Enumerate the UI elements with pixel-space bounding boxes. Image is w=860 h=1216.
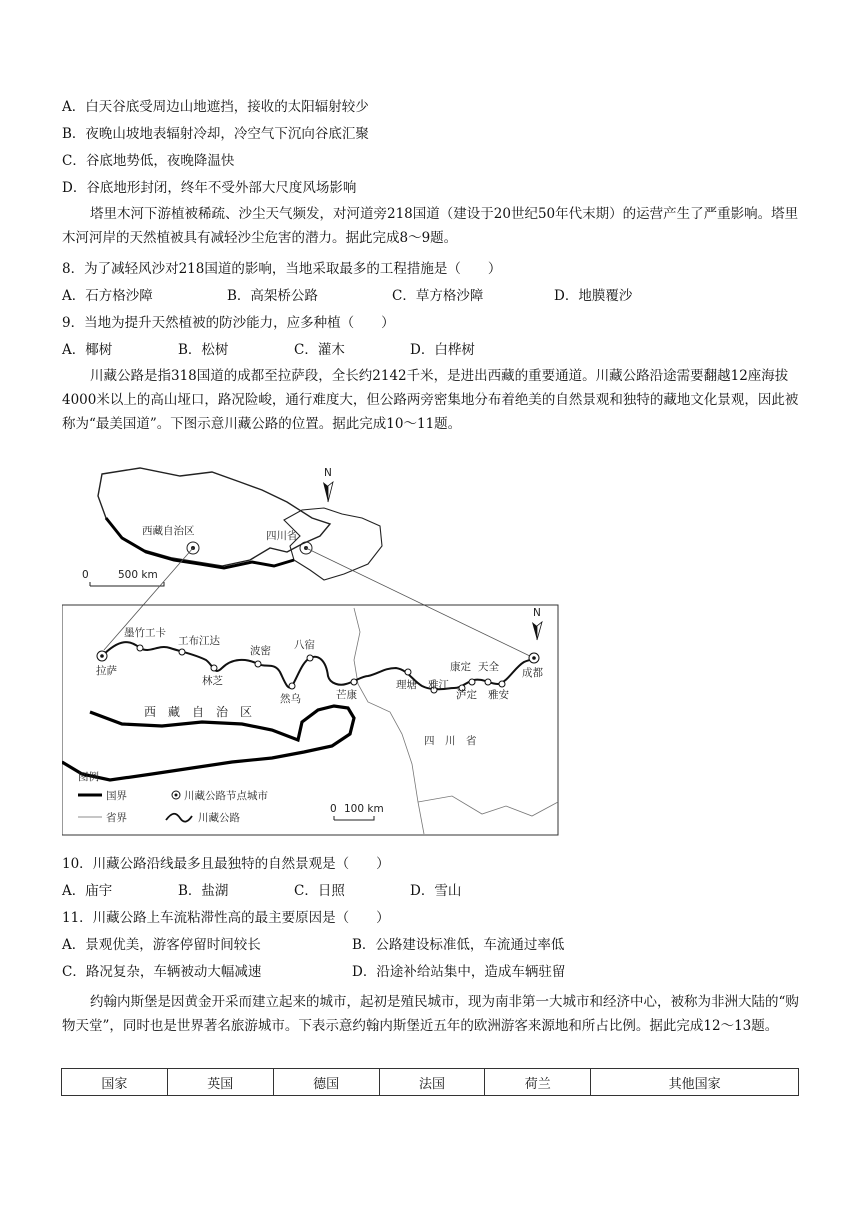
svg-text:N: N [324,467,332,479]
inset-scale-bar [82,569,164,586]
svg-text:100 km: 100 km [344,803,384,815]
city-lasa: 拉萨 [96,665,117,677]
q9-stem: 9．当地为提升天然植被的防沙能力，应多种植（ ） [62,315,395,331]
inset-sichuan-outline [284,508,382,580]
legend-road: 川藏公路 [198,812,240,824]
sichuan-tibet-highway-map [62,462,562,838]
passage-10-11: 川藏公路是指318国道的成都至拉萨段，全长约2142千米，是进出西藏的重要通道。川藏公路沿途需要翻越12座海拔4000米以上的高山垭口，路况险峻，通行难度大，但公路两旁密集地分布着绝美的自然景观和独特的藏地文化景观，因此被称为“最美国道”。下图示意川藏公路的位置。据此完成10～11题。 [62,368,799,432]
main-north-arrow [532,607,542,640]
q7-option-b: B．夜晚山坡地表辐射冷却，冷空气下沉向谷底汇聚 [62,126,369,142]
city-mangkang: 芒康 [336,689,357,701]
table-header-cell: 英国 [167,1069,273,1096]
q9-option-a: A．椰树 [62,342,113,358]
tourist-source-table [61,1068,799,1096]
q9-options [62,340,475,360]
inset-north-arrow [323,467,333,502]
city-chengdu: 成都 [522,667,543,679]
q11-options-row2 [62,962,565,982]
city-yajiang: 雅江 [428,679,449,691]
q8-option-b: B．高架桥公路 [227,288,318,304]
q9-option-c: C．灌木 [294,342,345,358]
q10-stem: 10．川藏公路沿线最多且最独特的自然景观是（ ） [62,856,390,872]
q11-option-a: A．景观优美，游客停留时间较长 [62,937,261,953]
q9-option-b: B．松树 [178,342,229,358]
q8-options [62,286,632,306]
q8-option-c: C．草方格沙障 [392,288,484,304]
svg-text:N: N [533,607,541,619]
main-scale-bar [330,803,384,820]
svg-text:500 km: 500 km [118,569,158,581]
city-litang: 理塘 [396,679,417,691]
q11-option-b: B．公路建设标准低，车流通过率低 [352,937,565,953]
q9-option-d: D．白桦树 [410,342,475,358]
q10-option-a: A．庙宇 [62,883,113,899]
city-ranwu: 然乌 [280,693,301,705]
q7-option-a: A．白天谷底受周边山地遮挡，接收的太阳辐射较少 [62,99,369,115]
q11-stem: 11．川藏公路上车流粘滞性高的最主要原因是（ ） [62,910,390,926]
q8-option-a: A．石方格沙障 [62,288,153,304]
table-header-cell: 荷兰 [485,1069,591,1096]
city-tianquan: 天全 [478,661,499,673]
q7-option-d: D．谷底地形封闭，终年不受外部大尺度风场影响 [62,180,357,196]
city-basu: 八宿 [294,639,315,651]
city-linzhi: 林芝 [202,675,223,687]
inset-tibet-outline [98,468,330,566]
legend-province: 省界 [106,812,127,824]
q10-option-d: D．雪山 [410,883,462,899]
q11-options-row1 [62,935,564,955]
city-bomi: 波密 [250,645,271,657]
main-tibet-label: 西 藏 自 治 区 [144,705,253,719]
city-gongbujiangda: 工布江达 [178,635,220,647]
legend-border: 国界 [106,790,127,802]
inset-sichuan-label: 四川省 [266,530,298,542]
table-header-cell: 德国 [273,1069,379,1096]
city-mozhugongka: 墨竹工卡 [124,627,166,639]
city-yaan: 雅安 [488,689,509,701]
svg-text:0: 0 [330,803,337,815]
q10-option-b: B．盐湖 [178,883,229,899]
inset-border [106,518,294,568]
q10-options [62,881,461,901]
legend-node: 川藏公路节点城市 [184,790,268,802]
svg-text:图例: 图例 [78,771,99,783]
svg-text:0: 0 [82,569,89,581]
table-header-cell: 法国 [379,1069,485,1096]
passage-8-9: 塔里木河下游植被稀疏、沙尘天气频发，对河道旁218国道（建设于20世纪50年代末期）的运营产生了严重影响。塔里木河河岸的天然植被具有减轻沙尘危害的潜力。据此完成8～9题。 [62,206,799,246]
main-sichuan-label: 四 川 省 [424,735,477,747]
inset-tibet-label: 西藏自治区 [142,525,195,537]
q11-option-d: D．沿途补给站集中，造成车辆驻留 [352,964,566,980]
q10-option-c: C．日照 [294,883,345,899]
q7-option-c: C．谷底地势低，夜晚降温快 [62,153,235,169]
q11-option-c: C．路况复杂，车辆被动大幅减速 [62,964,262,980]
table-header-cell: 国家 [62,1069,168,1096]
city-luding: 泸定 [456,689,477,701]
passage-12-13: 约翰内斯堡是因黄金开采而建立起来的城市，起初是殖民城市，现为南非第一大城市和经济中心，被称为非洲大陆的“购物天堂”，同时也是世界著名旅游城市。下表示意约翰内斯堡近五年的欧洲游客来源地和所占比例。据此完成12～13题。 [62,994,799,1034]
table-header-row [62,1069,799,1096]
q8-stem: 8．为了减轻风沙对218国道的影响，当地采取最多的工程措施是（ ） [62,261,502,277]
q8-option-d: D．地膜覆沙 [554,288,633,304]
city-kangding: 康定 [450,661,471,673]
table-header-cell: 其他国家 [591,1069,799,1096]
